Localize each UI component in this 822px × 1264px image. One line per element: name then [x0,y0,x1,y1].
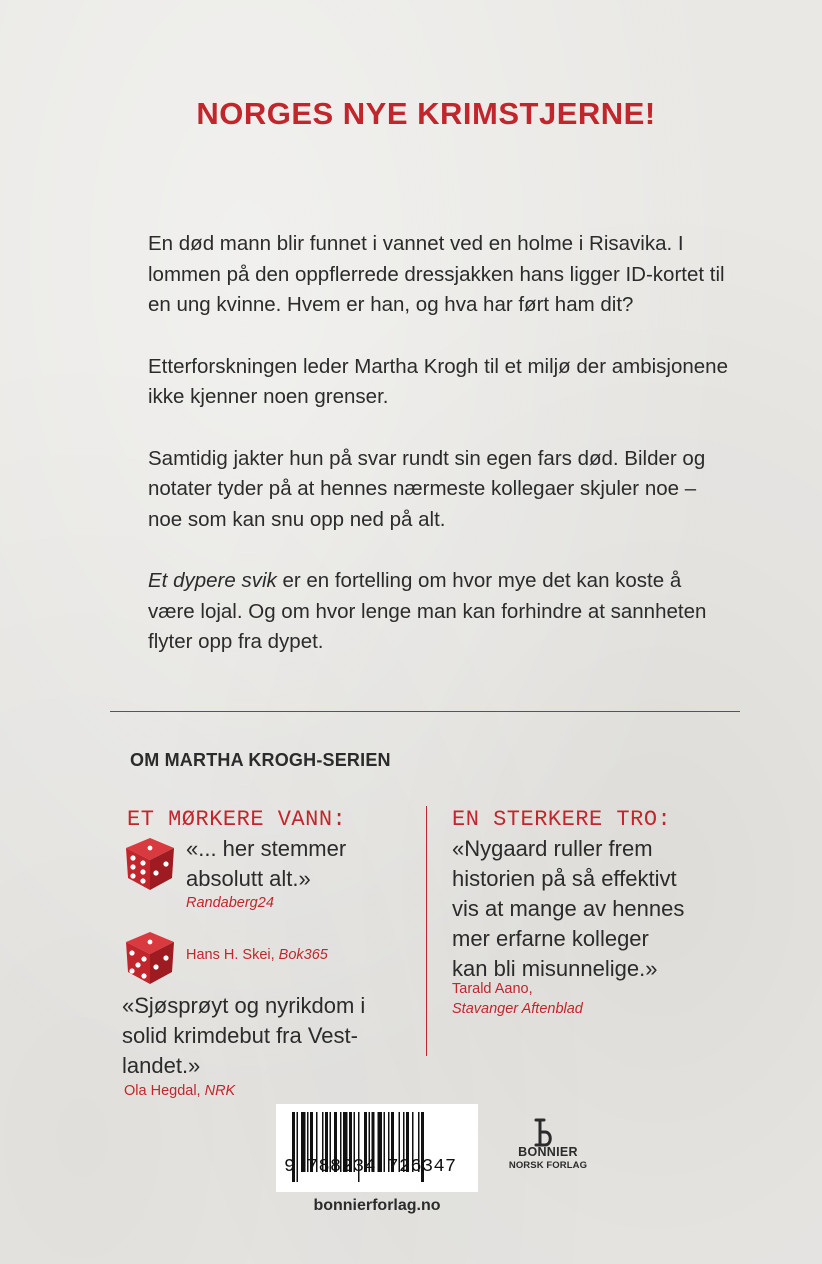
bonnier-logo-icon [530,1118,556,1148]
book-title-italic: Et dypere svik [148,569,277,592]
dice-five-icon [122,928,178,988]
review-quote-3-line-1: «Sjøsprøyt og nyrikdom i [122,993,366,1018]
publisher-website: bonnierforlag.no [313,1197,441,1214]
barcode-bars-icon [276,1104,478,1192]
blurb-paragraph-3: Samtidig jakter hun på svar rundt sin egen fars død. Bilder og notater tyder på at hennes nærmeste kollegaer skjuler noe – noe som kan snu opp ned på alt. [148,446,706,531]
blurb-paragraph-4 [148,566,728,658]
right-book-title: EN STERKERE TRO: [452,807,672,832]
review-source-1-outlet: Randaberg24 [186,895,274,911]
review-quote-right-line-3: vis at mange av hennes [452,896,685,921]
column-divider [426,806,427,1056]
review-quote-right-line-2: historien på så effektivt [452,866,677,891]
review-source-right-outlet: Stavanger Aftenblad [452,1001,583,1017]
review-quote-1-line-2: absolutt alt.» [186,866,311,891]
review-source-2 [186,945,328,965]
review-quote-right [452,834,684,984]
review-source-3-outlet: NRK [204,1083,236,1099]
review-quote-3-line-3: landet.» [122,1053,201,1078]
section-divider [110,711,740,712]
blurb-paragraph-2: Etterforskningen leder Martha Krogh til et miljø der ambisjonene ikke kjenner noen grenser. [148,354,728,408]
blurb [148,229,728,689]
review-quote-right-line-4: mer erfarne kolleger [452,926,649,951]
review-quote-right-line-5: kan bli misunnelige.» [452,956,658,981]
review-source-right-reviewer: Tarald Aano, [452,981,533,997]
review-source-right [452,979,583,1019]
publisher-logo-text [508,1146,588,1172]
review-quote-right-line-1: «Nygaard ruller frem [452,836,653,861]
series-heading: OM MARTHA KROGH-SERIEN [130,750,391,770]
review-source-3 [124,1081,235,1101]
review-source-2-outlet: Bok365 [278,947,328,963]
isbn-number: 9 788234 726347 [284,1156,457,1177]
review-quote-1 [186,834,346,894]
headline: NORGES NYE KRIMSTJERNE! [196,96,656,131]
review-quote-1-line-1: «... her stemmer [186,836,347,861]
barcode [276,1104,478,1192]
publisher-name: BONNIER [518,1145,578,1159]
review-source-2-reviewer: Hans H. Skei, [186,947,279,963]
left-book-title: ET MØRKERE VANN: [127,807,347,832]
review-quote-3 [122,991,365,1081]
dice-six-icon [122,834,178,894]
review-source-1 [186,893,274,913]
blurb-paragraph-1: En død mann blir funnet i vannet ved en holme i Risavika. I lommen på den oppflerrede dressjakken hans ligger ID-kortet til en ung kvinne. Hvem er han, og hva har ført ham dit? [148,232,725,316]
review-quote-3-line-2: solid krimdebut fra Vest- [122,1023,358,1048]
review-source-3-reviewer: Ola Hegdal, [124,1083,205,1099]
publisher-subname: NORSK FORLAG [508,1160,588,1171]
blurb-paragraph-4-text: er en fortelling om hvor mye det kan koste å være lojal. Og om hvor lenge man kan forhindre at sannheten flyter opp fra dypet. [148,569,707,653]
